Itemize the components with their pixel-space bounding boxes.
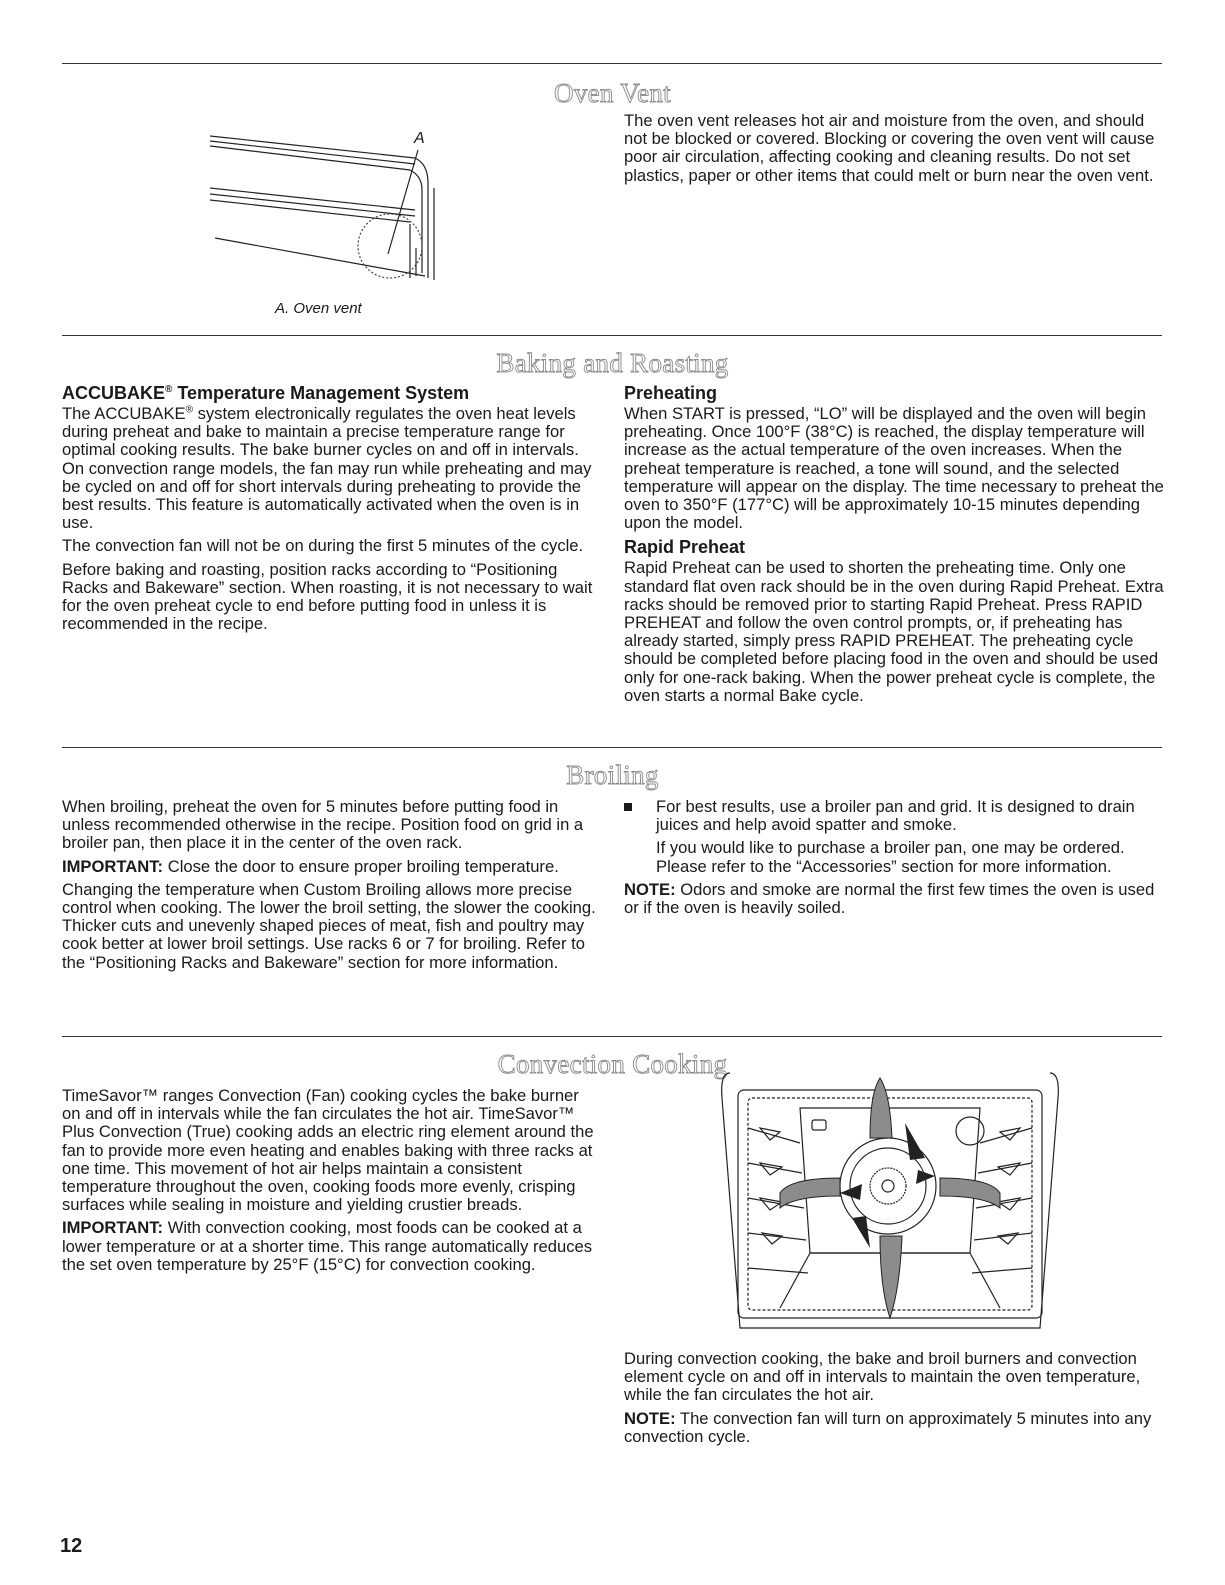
paragraph: TimeSavor™ ranges Convection (Fan) cooking cycles the bake burner on and off in intervals while the fan circulates the hot air. TimeSavor™ Plus Convection (True) cooking adds an electric ring element around the fan to provide more even heating and enables baking with three racks at one time. This movement of hot air helps maintain a consistent temperature throughout the oven, cooking foods more evenly, crisping surfaces while sealing in moisture and yielding crustier breads. (62, 1086, 594, 1215)
page-number: 12 (60, 1535, 83, 1557)
paragraph: Before baking and roasting, position racks according to “Positioning Racks and Bakeware” section. When roasting, it is not necessary to wait for the oven preheat cycle to end before putting food in unless it is recommended in the recipe. (62, 559, 593, 634)
accubake-heading: ACCUBAKE® Temperature Management System (62, 383, 470, 403)
baking-left-column (62, 383, 597, 638)
paragraph: Changing the temperature when Custom Broiling allows more precise control when cooking. The lower the broil setting, the slower the cooking. Thicker cuts and unevenly shaped pieces of meat, fish and poultry may cook better at lower broil settings. Use racks 6 or 7 for broiling. Refer to the “Positioning Racks and Bakeware” section for more information. (62, 879, 596, 972)
paragraph: The convection fan will not be on during the first 5 minutes of the cycle. (62, 536, 584, 556)
convection-oven-illustration (720, 1068, 1060, 1343)
section-divider (62, 1036, 1162, 1037)
paragraph: When START is pressed, “LO” will be displayed and the oven will begin preheating. Once 100°F (38°C) is reached, the display temperature will increase as the actual temperature of the oven increases. When the preheat temperature is reached, a tone will sound, and the selected temperature will appear on the display. The time necessary to preheat the oven to 350°F (177°C) will be approximately 10-15 minutes depending upon the model. (624, 404, 1164, 533)
paragraph: NOTE: The convection fan will turn on approximately 5 minutes into any convection cycle. (624, 1408, 1152, 1446)
section-title-convection: Convection Cooking (497, 1049, 728, 1079)
paragraph: IMPORTANT: Close the door to ensure proper broiling temperature. (62, 856, 559, 876)
paragraph: The oven vent releases hot air and moisture from the oven, and should not be blocked or covered. Blocking or covering the oven vent will cause poor air circulation, affecting cooking and cleaning results. Do not set plastics, paper or other items that could melt or burn near the oven vent. (624, 111, 1155, 185)
rapid-preheat-heading: Rapid Preheat (624, 537, 746, 558)
section-title-broiling: Broiling (566, 760, 659, 790)
paragraph: When broiling, preheat the oven for 5 minutes before putting food in unless recommended otherwise in the recipe. Position food on grid in a broiler pan, then place it in the center of the oven rack. (62, 797, 584, 853)
section-divider (62, 335, 1162, 336)
paragraph: During convection cooking, the bake and broil burners and convection element cycle on and off in intervals to maintain the oven temperature, while the fan circulates the hot air. (624, 1349, 1141, 1405)
broiling-right-column (624, 798, 1164, 922)
broiling-left-column (62, 798, 597, 977)
convection-right-column (624, 1350, 1164, 1451)
paragraph: The ACCUBAKE® system electronically regulates the oven heat levels during preheat and bake to maintain a precise temperature range for optimal cooking results. The bake burner cycles on and off in intervals. On convection range models, the fan may run while preheating and may be cycled on and off for short intervals during preheating to provide the best results. This feature is automatically activated when the oven is in use. (62, 404, 592, 533)
section-divider (62, 747, 1162, 748)
baking-right-column (624, 383, 1164, 710)
oven-vent-illustration (200, 128, 460, 293)
paragraph: NOTE: Odors and smoke are normal the first few times the oven is used or if the oven is heavily soiled. (624, 879, 1155, 918)
paragraph: IMPORTANT: With convection cooking, most foods can be cooked at a lower temperature or at a shorter time. This range automatically reduces the set oven temperature by 25°F (15°C) for convection cooking. (62, 1218, 593, 1274)
figure-caption: A. Oven vent (275, 300, 362, 317)
paragraph: Rapid Preheat can be used to shorten the preheating time. Only one standard flat oven rack should be in the oven during Rapid Preheat. Extra racks should be removed prior to starting Rapid Preheat. Press RAPID PREHEAT and follow the oven control prompts, or, if preheating has already started, simply press RAPID PREHEAT. The preheating cycle should be completed before placing food in the oven and should be used only for one-rack baking. When the power preheat cycle is complete, the oven starts a normal Bake cycle. (624, 558, 1164, 705)
bullet-square-icon (624, 803, 632, 811)
section-divider (62, 63, 1162, 64)
preheating-heading: Preheating (624, 383, 718, 403)
section-title-oven-vent: Oven Vent (554, 78, 671, 108)
callout-letter: A (414, 130, 425, 147)
paragraph: If you would like to purchase a broiler pan, one may be ordered. Please refer to the “Accessories” section for more information. (656, 838, 1125, 876)
oven-vent-description (624, 112, 1164, 190)
section-title-baking: Baking and Roasting (496, 348, 729, 378)
convection-left-column (62, 1087, 597, 1279)
bullet-item: For best results, use a broiler pan and grid. It is designed to drain juices and help avoid spatter and smoke. (624, 798, 1164, 834)
